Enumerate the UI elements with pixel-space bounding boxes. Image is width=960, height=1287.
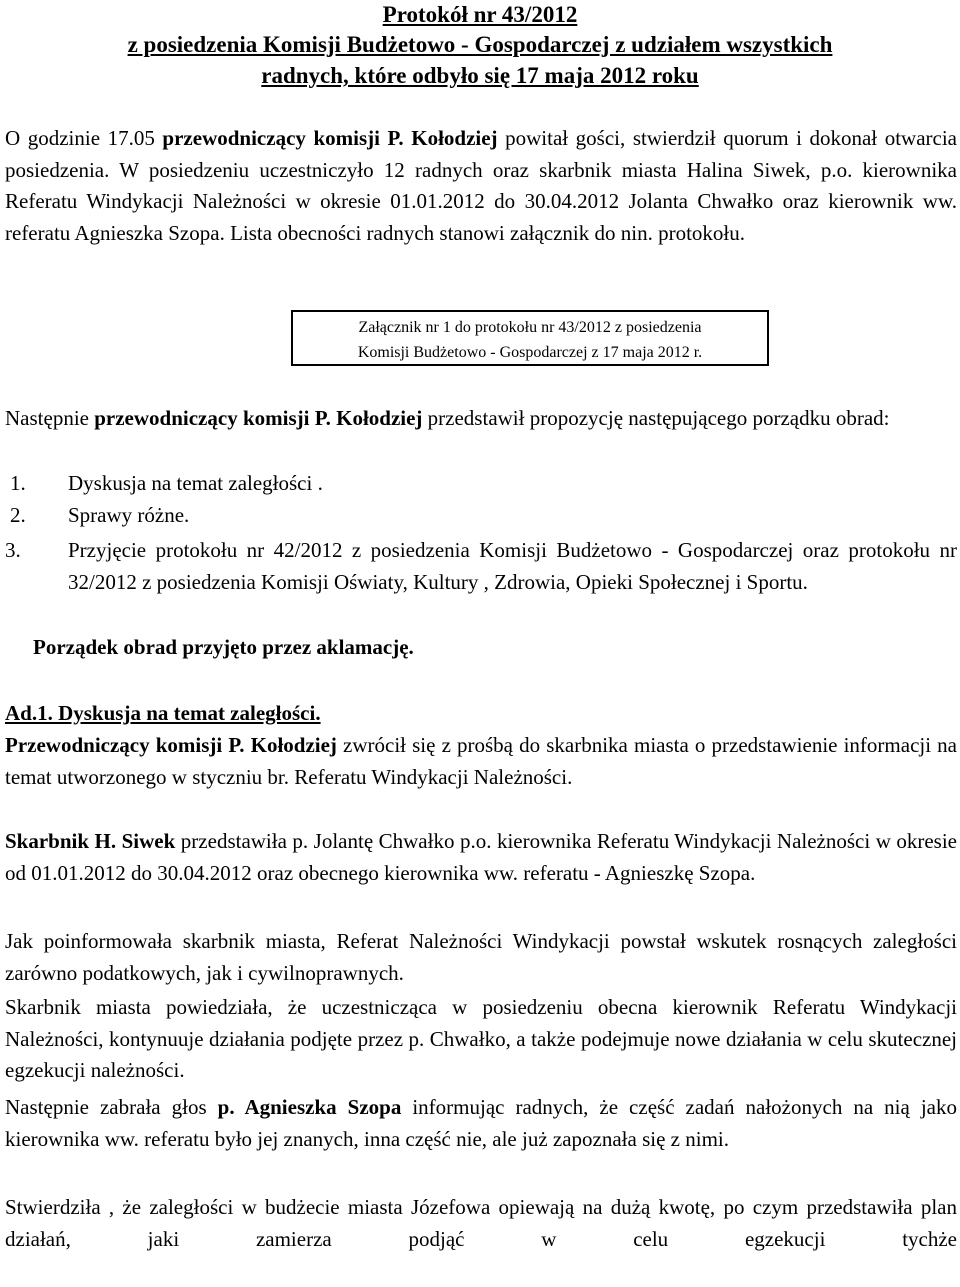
agenda-item-3-text: Przyjęcie protokołu nr 42/2012 z posiedzenia Komisji Budżetowo - Gospodarczej oraz protokołu nr 32/2012 z posiedzenia Komisji Oświaty, Kultury , Zdrowia, Opieki Społecznej i Sportu. bbox=[68, 538, 957, 594]
document-subtitle-line2: radnych, które odbyło się 17 maja 2012 roku bbox=[261, 63, 699, 88]
section1-paragraph-1 bbox=[5, 730, 957, 793]
attachment-note-box bbox=[291, 310, 769, 366]
agenda-item-2-text: Sprawy różne. bbox=[68, 503, 190, 527]
document-title: Protokół nr 43/2012 bbox=[382, 2, 578, 27]
agenda-intro bbox=[5, 403, 957, 435]
intro-chair-name: przewodniczący komisji P. Kołodziej bbox=[162, 126, 498, 150]
section1-p1-text: zwrócił się z prośbą do skarbnika miasta o przedstawienie informacji na temat utworzonego w styczniu br. Referatu Windykacji Należności. bbox=[5, 733, 957, 789]
agenda-accepted-note: Porządek obrad przyjęto przez aklamację. bbox=[33, 635, 414, 659]
attachment-note-line1: Załącznik nr 1 do protokołu nr 43/2012 z posiedzenia bbox=[358, 319, 702, 336]
intro-paragraph bbox=[5, 123, 957, 249]
section1-p5-start: Następnie zabrała głos bbox=[5, 1095, 218, 1119]
section1-p5-speaker: p. Agnieszka Szopa bbox=[217, 1095, 402, 1119]
document-subtitle-line1: z posiedzenia Komisji Budżetowo - Gospodarczej z udziałem wszystkich bbox=[127, 32, 833, 57]
section1-p5-text: informując radnych, że część zadań nałożonych na nią jako kierownika ww. referatu było jej znanych, inna część nie, ale już zapoznała się z nimi. bbox=[5, 1095, 958, 1151]
section1-p2-text: przedstawiła p. Jolantę Chwałko p.o. kierownika Referatu Windykacji Należności w okresie od 01.01.2012 do 30.04.2012 oraz obecnego kierownika ww. referatu - Agnieszkę Szopa. bbox=[5, 829, 958, 885]
agenda-item-1-number: 1. bbox=[10, 471, 26, 495]
section1-paragraph-4: Skarbnik miasta powiedziała, że uczestnicząca w posiedzeniu obecna kierownik Referatu Windykacji Należności, kontynuuje działania podjęte przez p. Chwałko, a także podejmuje nowe działania w celu skutecznej egzekucji należności. bbox=[5, 995, 957, 1082]
section1-paragraph-6: Stwierdziła , że zaległości w budżecie miasta Józefowa opiewają na dużą kwotę, po czym przedstawiła plan działań, jaki zamierza podjąć w celu egzekucji tychże bbox=[5, 1195, 957, 1251]
attachment-note-line2: Komisji Budżetowo - Gospodarczej z 17 maja 2012 r. bbox=[357, 344, 703, 361]
agenda-intro-end: przedstawił propozycję następującego porządku obrad: bbox=[422, 406, 890, 430]
agenda-item-2-number: 2. bbox=[10, 503, 26, 527]
agenda-item-1-text: Dyskusja na temat zaległości . bbox=[68, 471, 323, 495]
section1-heading: Ad.1. Dyskusja na temat zaległości. bbox=[5, 701, 321, 725]
section1-p2-speaker: Skarbnik H. Siwek bbox=[5, 829, 176, 853]
agenda-intro-start: Następnie bbox=[5, 406, 95, 430]
agenda-intro-chair: przewodniczący komisji P. Kołodziej bbox=[94, 406, 423, 430]
intro-text-start: O godzinie 17.05 bbox=[5, 126, 163, 150]
section1-paragraph-2 bbox=[5, 826, 957, 889]
agenda-item-3 bbox=[5, 535, 957, 598]
agenda-item-3-number: 3. bbox=[5, 538, 21, 562]
section1-p1-speaker: Przewodniczący komisji P. Kołodziej bbox=[5, 733, 337, 757]
intro-text-rest: powitał gości, stwierdził quorum i dokonał otwarcia posiedzenia. W posiedzeniu uczestniczyło 12 radnych oraz skarbnik miasta Halina Siwek, p.o. kierownika Referatu Windykacji Należności w okresie 01.01.2012 do 30.04.2012 Jolanta Chwałko oraz kierownik ww. referatu Agnieszka Szopa. Lista obecności radnych stanowi załącznik do nin. protokołu. bbox=[5, 126, 957, 245]
section1-paragraph-5 bbox=[5, 1092, 957, 1155]
section1-paragraph-3: Jak poinformowała skarbnik miasta, Referat Należności Windykacji powstał wskutek rosnących zaległości zarówno podatkowych, jak i cywilnoprawnych. bbox=[5, 929, 957, 985]
